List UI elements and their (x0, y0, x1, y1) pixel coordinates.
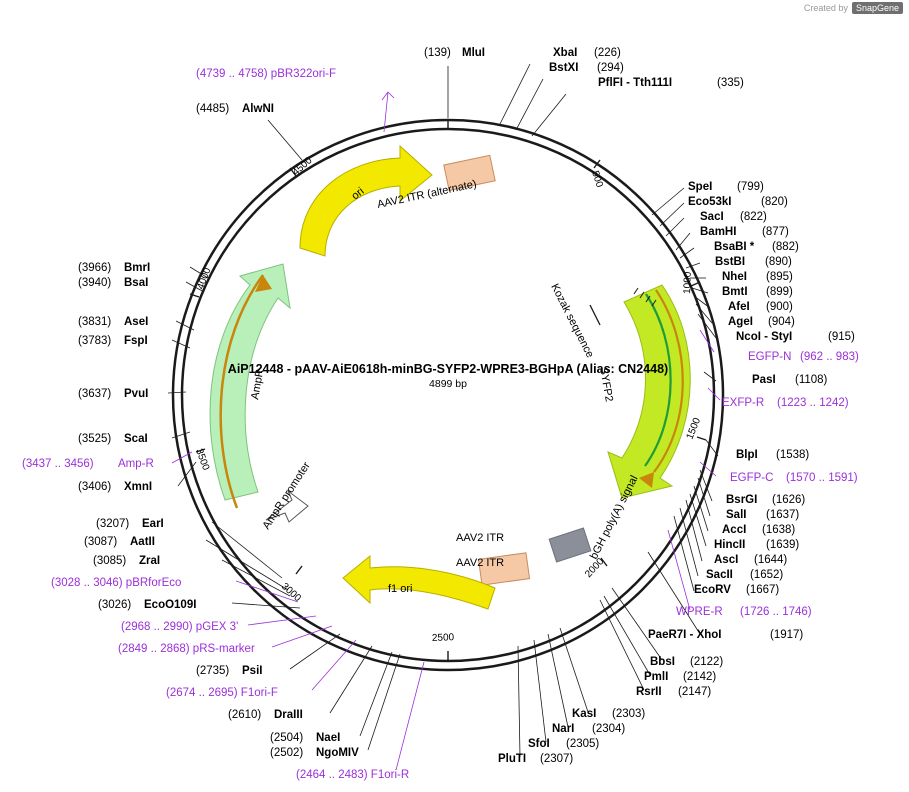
feature-label-ampr: AmpR (249, 368, 267, 401)
feature-label-f1-ori: f1 ori (388, 583, 413, 595)
ruler-label-2000: 2000 (583, 556, 607, 581)
site-sali: SalI (726, 509, 747, 521)
primer-pos-wpre-r: (1726 .. 1746) (740, 606, 812, 618)
site-pos-naei: (2504) (270, 732, 304, 744)
primer-wpre-r: WPRE-R (676, 606, 723, 618)
site-bbsi: BbsI (650, 656, 675, 668)
site-pos-paer7i-xhoi: (1917) (770, 629, 804, 641)
feature-label-ampr-promoter: AmpR promoter (260, 459, 313, 532)
site-zrai: ZraI (139, 555, 161, 567)
site-psii: PsiI (242, 665, 263, 677)
site-sacii: SacII (706, 569, 733, 581)
primer-prs-marker: (2849 .. 2868) pRS-marker (118, 643, 255, 655)
site-rsrii: RsrII (636, 686, 662, 698)
ruler-label-1000: 1000 (682, 271, 694, 295)
site-agei: AgeI (728, 316, 753, 328)
site-hincii: HincII (714, 539, 746, 551)
site-fspi: FspI (124, 335, 148, 347)
site-pos-rsrii: (2147) (678, 686, 712, 698)
site-pos-sfoi: (2305) (566, 738, 600, 750)
plasmid-size: 4899 bp (429, 378, 467, 390)
site-naei: NaeI (316, 732, 341, 744)
feature-label-aav2-itr-alternate: AAV2 ITR (alternate) (376, 178, 478, 211)
ruler-label-500: 500 (589, 169, 605, 189)
feature-label-aav2-itr-2: AAV2 ITR (456, 557, 505, 569)
primer-pos-egfp-n: (962 .. 983) (800, 351, 859, 363)
site-pos-pluti: (2307) (540, 753, 574, 765)
site-xmni: XmnI (124, 481, 153, 493)
ruler-label-2500: 2500 (431, 632, 455, 644)
site-pos-pvui: (3637) (78, 388, 112, 400)
site-acci: AccI (722, 524, 747, 536)
site-bsrgi: BsrGI (726, 494, 758, 506)
site-pos-sacii: (1652) (750, 569, 784, 581)
site-pos-aatii: (3087) (84, 536, 118, 548)
site-pos-alwni: (4485) (196, 103, 230, 115)
feature-label-bgh-polya: bGH poly(A) signal (587, 473, 641, 562)
site-asci: AscI (714, 554, 739, 566)
primer-egfp-c: EGFP-C (730, 472, 774, 484)
site-pos-scai: (3525) (78, 433, 112, 445)
site-eco53ki: Eco53kI (688, 196, 732, 208)
site-pos-fspi: (3783) (78, 335, 112, 347)
site-pos-psii: (2735) (196, 665, 230, 677)
site-alwni: AlwNI (242, 103, 274, 115)
site-pos-draiii: (2610) (228, 709, 262, 721)
site-pos-ngomiv: (2502) (270, 747, 304, 759)
site-pos-blpi: (1538) (776, 449, 810, 461)
primer-pgex-3prime: (2968 .. 2990) pGEX 3' (121, 621, 239, 633)
site-pflfi-tth111i: PflFI - Tth111I (598, 77, 673, 89)
primer-pos-egfp-c: (1570 .. 1591) (786, 472, 858, 484)
site-scai: ScaI (124, 433, 148, 445)
ruler-label-3000: 3000 (278, 581, 303, 605)
site-pvui: PvuI (124, 388, 149, 400)
site-bmti: BmtI (722, 286, 748, 298)
primer-pos-exfp-r: (1223 .. 1242) (777, 397, 849, 409)
site-pos-xmni: (3406) (78, 481, 112, 493)
site-kasi: KasI (572, 708, 597, 720)
site-pos-kasi: (2303) (612, 708, 646, 720)
site-pos-spei: (799) (737, 181, 764, 193)
site-pos-pmli: (2142) (683, 671, 717, 683)
site-bsai: BsaI (124, 277, 149, 289)
site-pos-ncoi-styi: (915) (828, 331, 855, 343)
site-bsabi: BsaBI * (714, 241, 755, 253)
primer-f1ori-r: (2464 .. 2483) F1ori-R (296, 769, 410, 781)
site-pos-bstbi: (890) (765, 256, 792, 268)
site-pos-bsrgi: (1626) (772, 494, 806, 506)
ruler-label-4500: 4500 (290, 155, 315, 179)
site-pos-ecoo109i: (3026) (98, 599, 132, 611)
site-bmri: BmrI (124, 262, 151, 274)
primer-egfp-n: EGFP-N (748, 351, 792, 363)
primer-amp-r: Amp-R (118, 458, 154, 470)
site-draiii: DraIII (274, 709, 303, 721)
site-aatii: AatII (130, 536, 155, 548)
site-ecoo109i: EcoO109I (144, 599, 197, 611)
ruler-label-1500: 1500 (684, 416, 704, 442)
site-pos-bmti: (899) (766, 286, 793, 298)
feature-label-aav2-itr-1: AAV2 ITR (456, 532, 505, 544)
site-pos-zrai: (3085) (93, 555, 127, 567)
site-asei: AseI (124, 316, 149, 328)
site-pos-nhei: (895) (766, 271, 793, 283)
site-pos-acci: (1638) (762, 524, 796, 536)
site-xbai: XbaI (553, 47, 578, 59)
site-pos-pasi: (1108) (795, 374, 828, 386)
feature-label-syfp2: SYFP2 (597, 366, 615, 403)
site-nhei: NheI (722, 271, 747, 283)
site-bamhi: BamHI (700, 226, 737, 238)
page-title: AiP12448 - pAAV-AiE0618h-minBG-SYFP2-WPRE3-BGHpA (Alias: CN2448) (227, 362, 669, 376)
site-blpi: BlpI (736, 449, 758, 461)
site-ncoi-styi: NcoI - StyI (736, 331, 793, 343)
feature-label-ori: ori (349, 185, 367, 203)
site-bstxi: BstXI (549, 62, 579, 74)
site-pos-hincii: (1639) (766, 539, 800, 551)
site-saci: SacI (700, 211, 724, 223)
site-pos-pflfi-tth111i: (335) (717, 77, 744, 89)
site-pos-saci: (822) (740, 211, 767, 223)
site-pos-agei: (904) (768, 316, 795, 328)
site-paer7i-xhoi: PaeR7I - XhoI (648, 629, 722, 641)
site-eari: EarI (142, 518, 164, 530)
credit-prefix: Created by (803, 3, 848, 13)
ruler-label-3500: 3500 (193, 447, 212, 472)
site-pos-bstxi: (294) (597, 62, 624, 74)
site-afei: AfeI (728, 301, 750, 313)
site-pos-bbsi: (2122) (690, 656, 724, 668)
snapgene-logo: SnapGene (852, 2, 903, 14)
primer-pbrforeco: (3028 .. 3046) pBRforEco (51, 577, 182, 589)
site-pos-ecorv: (1667) (746, 584, 780, 596)
site-sfoi: SfoI (528, 738, 550, 750)
primer-pbr322ori-f: (4739 .. 4758) pBR322ori-F (196, 68, 336, 80)
site-ngomiv: NgoMIV (316, 747, 359, 759)
primer-f1ori-f: (2674 .. 2695) F1ori-F (166, 687, 278, 699)
site-pmli: PmlI (644, 671, 669, 683)
site-pos-sali: (1637) (766, 509, 800, 521)
site-pluti: PluTI (498, 753, 527, 765)
site-pos-bsai: (3940) (78, 277, 112, 289)
site-pos-eari: (3207) (96, 518, 130, 530)
site-pos-bsabi: (882) (772, 241, 799, 253)
site-mlui: MluI (462, 47, 485, 59)
site-pos-bmri: (3966) (78, 262, 112, 274)
site-pos-nari: (2304) (592, 723, 626, 735)
feature-label-kozak-sequence: Kozak sequence (548, 281, 596, 360)
site-pos-afei: (900) (766, 301, 793, 313)
primer-pos-amp-r: (3437 .. 3456) (22, 458, 94, 470)
site-pos-bamhi: (877) (762, 226, 789, 238)
site-nari: NarI (552, 723, 575, 735)
site-pos-eco53ki: (820) (761, 196, 788, 208)
primer-exfp-r: EXFP-R (722, 397, 765, 409)
site-ecorv: EcoRV (694, 584, 731, 596)
site-pos-asei: (3831) (78, 316, 112, 328)
site-pos-xbai: (226) (594, 47, 621, 59)
site-spei: SpeI (688, 181, 713, 193)
ruler-label-4000: 4000 (195, 266, 214, 292)
site-bstbi: BstBI (715, 256, 746, 268)
site-pos-mlui: (139) (424, 47, 451, 59)
site-pos-asci: (1644) (754, 554, 788, 566)
site-pasi: PasI (752, 374, 776, 386)
